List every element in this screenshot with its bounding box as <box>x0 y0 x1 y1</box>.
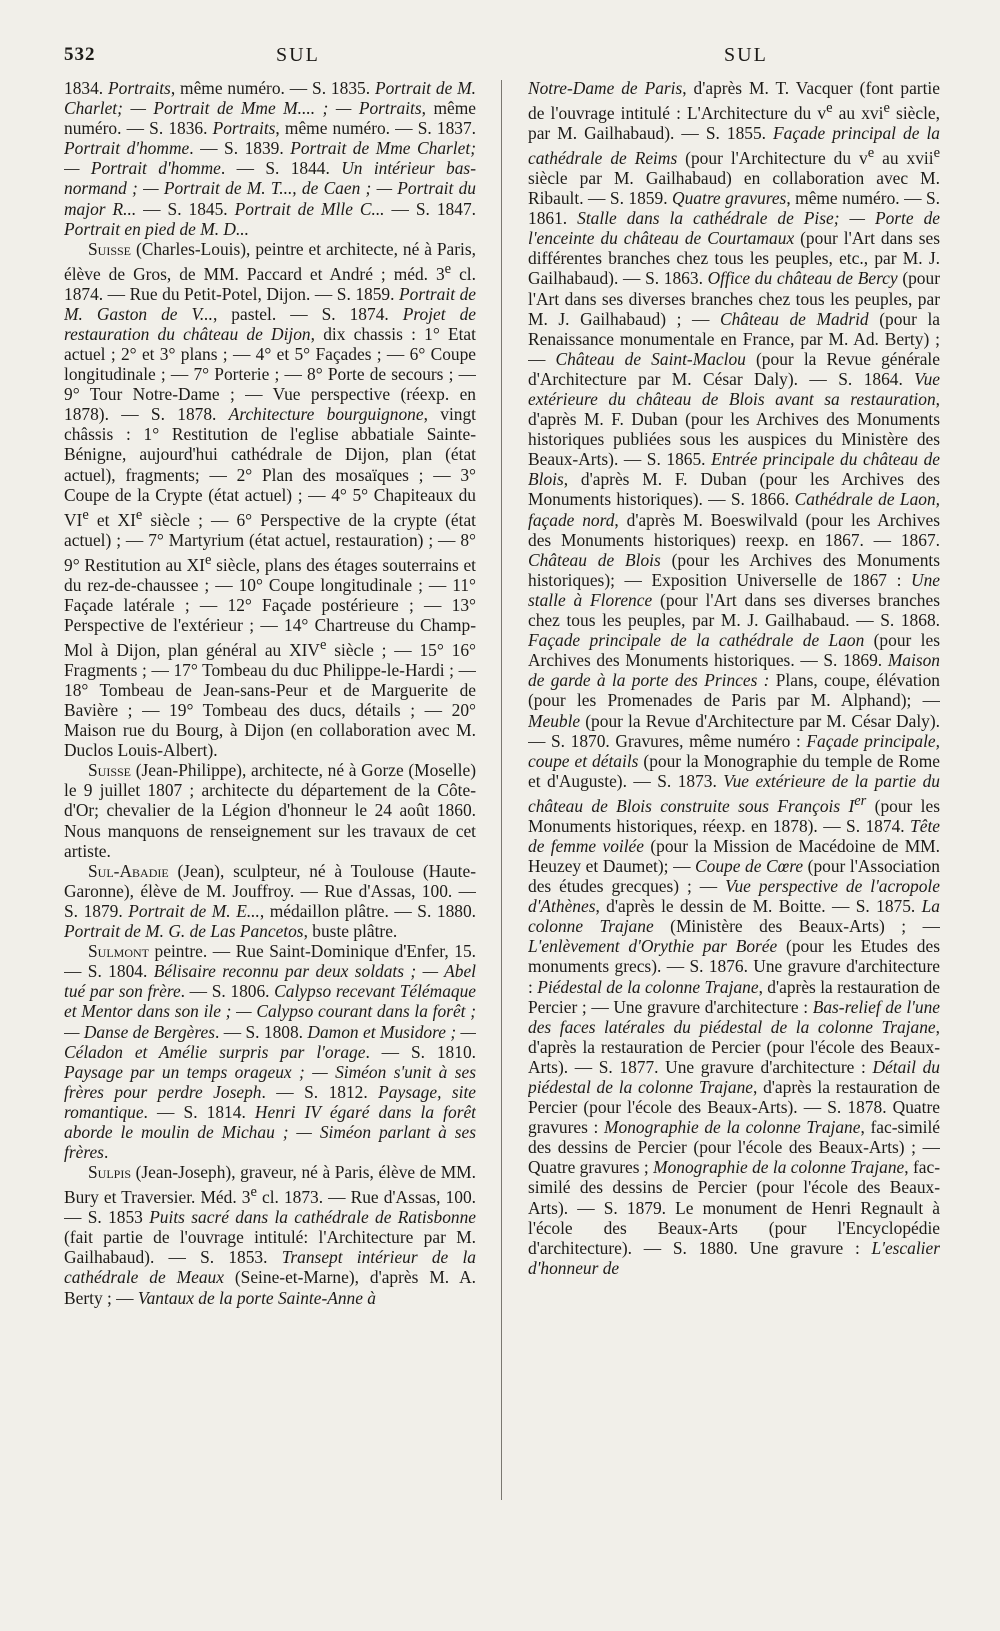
page-header <box>0 44 1000 74</box>
entry-suisse-charles-louis: Suisse (Charles-Louis), peintre et architecte, né à Paris, élève de Gros, de MM. Paccard et André ; méd. 3e cl. 1874. — Rue du Petit-Potel, Dijon. — S. 1859. Portrait de M. Gaston de V..., pastel. — S. 1874. Projet de restauration du château de Dijon, dix chassis : 1° Etat actuel ; 2° et 3° plans ; — 4° et 5° Façades ; — 6° Coupe longitudinale ; — 7° Porterie ; — 8° Porte de secours ; — 9° Tour Notre-Dame ; — Vue perspective (réexp. en 1878). — S. 1878. Architecture bourguignone, vingt châssis : 1° Restitution de l'eglise abbatiale Sainte-Bénigne, aujourd'hui cathédrale de Dijon, plan (état actuel), fragments; — 2° Plan des mosaïques ; — 3° Coupe de la Crypte (état actuel) ; — 4° 5° Chapiteaux du VIe et XIe siècle ; — 6° Perspective de la crypte (état actuel) ; — 7° Martyrium (état actuel, restauration) ; — 8° 9° Restitution au XIe siècle, plans des étages souterrains et du rez-de-chaussee ; — 10° Coupe longitudinale ; — 11° Façade latérale ; — 12° Façade postérieure ; — 13° Perspective de l'extérieur ; — 14° Chartreuse du Champ-Mol à Dijon, plan général au XIVe siècle ; — 15° 16° Fragments ; — 17° Tombeau du duc Philippe-le-Hardi ; — 18° Tombeau de Jean-sans-Peur et de Marguerite de Bavière ; — 19° Tombeau des ducs, détails ; — 20° Maison rue du Bourg, à Dijon (en collaboration avec M. Duclos Louis-Albert). <box>64 238 476 761</box>
left-column <box>64 78 476 1508</box>
entry-sulpis-continued: Notre-Dame de Paris, d'après M. T. Vacquer (font partie de l'ouvrage intitulé : L'Architecture du $v^e$ au xvi$^e$ siècle, par M. Gailhabaud). — S. 1855. Façade principal de la cathédrale de Reims (pour l'Architecture du $v^e$ au xvii$^e$ siècle par M. Gailhabaud) en collaboration avec M. Ribault. — S. 1859. Quatre gravures, même numéro. — S. 1861. Stalle dans la cathédrale de Pise; — Porte de l'enceinte du château de Courtamaux (pour l'Art dans ses différentes branches chez tous les peuples, etc., par M. J. Gailhabaud). — S. 1863. Office du château de Bercy (pour l'Art dans ses diverses branches chez tous les peuples, par M. J. Gailhabaud) ; — Château de Madrid (pour la Renaissance monumentale en France, par M. Ad. Berty) ; — Château de Saint-Maclou (pour la Revue générale d'Architecture par M. César Daly). — S. 1864. Vue extérieure du château de Blois avant sa restauration, d'après M. F. Duban (pour les Archives des Monuments historiques publiées sous les auspices du Ministère des Beaux-Arts). — S. 1865. Entrée principale du château de Blois, d'après M. F. Duban (pour les Archives des Monuments historiques). — S. 1866. Cathédrale de Laon, façade nord, d'après M. Boeswilvald (pour les Archives des Monuments historiques) reexp. en 1867. — 1867. Château de Blois (pour les Archives des Monuments historiques); — Exposition Universelle de 1867 : Une stalle à Florence (pour l'Art dans ses diverses branches chez tous les peuples, par M. J. Gailhabaud. — S. 1868. Façade principale de la cathédrale de Laon (pour les Archives des Monuments historiques. — S. 1869. Maison de garde à la porte des Princes : Plans, coupe, élévation (pour les Promenades de Paris par M. Alphand); — Meuble (pour la Revue d'Architecture par M. César Daly). — S. 1870. Gravures, même numéro : Façade principale, coupe et détails (pour la Monographie du temple de Rome et d'Auguste). — S. 1873. Vue extérieure de la partie du château de Blois construite sous François Ier (pour les Monuments historiques, réexp. en 1878). — S. 1874. Tête de femme voilée (pour la Mission de Macédoine de MM. Heuzey et Daumet); — Coupe de Cœre (pour l'Association des études grecques) ; — Vue perspective de l'acropole d'Athènes, d'après le dessin de M. Boitte. — S. 1875. La colonne Trajane (Ministère des Beaux-Arts) ; — L'enlèvement d'Orythie par Borée (pour les Etudes des monuments grecs). — S. 1876. Une gravure d'architecture : Piédestal de la colonne Trajane, d'après la restauration de Percier ; — Une gravure d'architecture : Bas-relief de l'une des faces latérales du piédestal de la colonne Trajane, d'après la restauration de Percier (pour l'école des Beaux-Arts). — S. 1877. Une gravure d'architecture : Détail du piédestal de la colonne Trajane, d'après la restauration de Percier (pour l'école des Beaux-Arts). — S. 1878. Quatre gravures : Monographie de la colonne Trajane, fac-similé des dessins de Percier (pour l'école des Beaux-Arts) ; — Quatre gravures ; Monographie de la colonne Trajane, fac-similé des dessins de Percier (pour l'école des Beaux-Arts). — S. 1879. Le monument de Henri Regnault à l'école des Beaux-Arts (pour l'Encyclopédie d'architecture). — S. 1880. Une gravure : L'escalier d'honneur de <box>528 78 940 1278</box>
page-number: 532 <box>64 44 96 65</box>
running-head-left: SUL <box>276 44 320 66</box>
entry-sulpis: Sulpis (Jean-Joseph), graveur, né à Paris, élève de MM. Bury et Traversier. Méd. 3e cl. 1873. — Rue d'Assas, 100. — S. 1853 Puits sacré dans la cathédrale de Ratisbonne (fait partie de l'ouvrage intitulé: l'Architecture par M. Gailhabaud). — S. 1853. Transept intérieur de la cathédrale de Meaux (Seine-et-Marne), d'après M. A. Berty ; — Vantaux de la porte Sainte-Anne à <box>64 1162 476 1308</box>
right-column <box>528 78 940 1508</box>
entry-suisse-jean-philippe: Suisse (Jean-Philippe), architecte, né à Gorze (Moselle) le 9 juillet 1807 ; architecte du département de la Côte-d'Or; chevalier de la Légion d'honneur le 24 août 1860. Nous manquons de renseignement sur les travaux de cet artiste. <box>64 760 476 861</box>
column-divider <box>501 80 502 1500</box>
entry-suisse-continued: 1834. Portraits, même numéro. — S. 1835. Portrait de M. Charlet; — Portrait de Mme M.... ; — Portraits, même numéro. — S. 1836. Portraits, même numéro. — S. 1837. Portrait d'homme. — S. 1839. Portrait de Mme Charlet; — Portrait d'homme. — S. 1844. Un intérieur bas-normand ; — Portrait de M. T..., de Caen ; — Portrait du major R... — S. 1845. Portrait de Mlle C... — S. 1847. Portrait en pied de M. D... <box>64 78 476 239</box>
entry-sul-abadie: Sul-Abadie (Jean), sculpteur, né à Toulouse (Haute-Garonne), élève de M. Jouffroy. — Rue d'Assas, 100. — S. 1879. Portrait de M. E..., médaillon plâtre. — S. 1880. Portrait de M. G. de Las Pancetos, buste plâtre. <box>64 860 476 942</box>
entry-sulmont: Sulmont peintre. — Rue Saint-Dominique d'Enfer, 15. — S. 1804. Bélisaire reconnu par deux soldats ; — Abel tué par son frère. — S. 1806. Calypso recevant Télémaque et Mentor dans son ile ; — Calypso courant dans la forêt ; — Danse de Bergères. — S. 1808. Damon et Musidore ; — Céladon et Amélie surpris par l'orage. — S. 1810. Paysage par un temps orageux ; — Siméon s'unit à ses frères pour perdre Joseph. — S. 1812. Paysage, site romantique. — S. 1814. Henri IV égaré dans la forêt aborde le moulin de Michau ; — Siméon parlant à ses frères. <box>64 941 476 1163</box>
running-head-right: SUL <box>724 44 768 66</box>
